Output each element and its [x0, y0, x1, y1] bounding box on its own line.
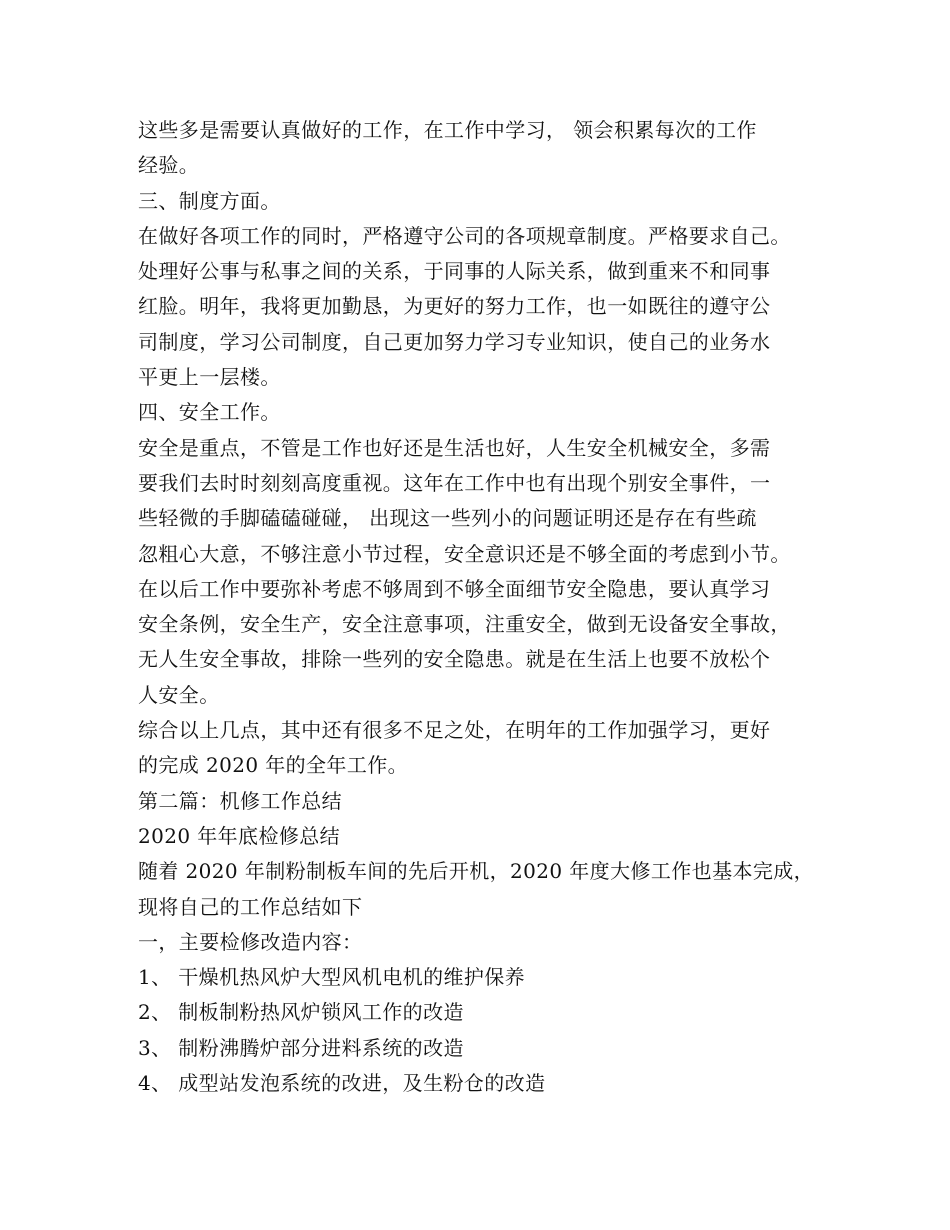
text-line: 在做好各项工作的同时，严格遵守公司的各项规章制度。严格要求自己。	[138, 223, 791, 248]
text-line: 经验。	[138, 153, 200, 178]
text-line: 安全条例，安全生产，安全注意事项，注重安全，做到无设备安全事故，	[138, 612, 791, 637]
list-item: 2、 制板制粉热风炉锁风工作的改造	[138, 1000, 464, 1025]
text-line: 综合以上几点，其中还有很多不足之处，在明年的工作加强学习，更好	[138, 718, 771, 743]
text-line: 处理好公事与私事之间的关系，于同事的人际关系，做到重来不和同事	[138, 259, 771, 284]
text-line: 无人生安全事故，排除一些列的安全隐患。就是在生活上也要不放松个	[138, 647, 771, 672]
text-line: 的完成 2020 年的全年工作。	[138, 753, 409, 778]
section-heading: 三、制度方面。	[138, 188, 281, 213]
text-line: 现将自己的工作总结如下	[138, 894, 363, 919]
text-line: 这些多是需要认真做好的工作，在工作中学习， 领会积累每次的工作	[138, 118, 757, 142]
text-line: 随着 2020 年制粉制板车间的先后开机，2020 年度大修工作也基本完成，	[138, 859, 815, 884]
text-line: 在以后工作中要弥补考虑不够周到不够全面细节安全隐患，要认真学习	[138, 576, 771, 601]
list-item: 4、 成型站发泡系统的改进，及生粉仓的改造	[138, 1071, 546, 1096]
text-line: 司制度，学习公司制度，自己更加努力学习专业知识，使自己的业务水	[138, 329, 771, 354]
text-line: 人安全。	[138, 682, 220, 707]
report-title: 2020 年年底检修总结	[138, 823, 341, 848]
text-line: 红脸。明年，我将更加勤恳，为更好的努力工作，也一如既往的遵守公	[138, 294, 771, 319]
document-body	[138, 113, 828, 1101]
list-item: 1、 干燥机热风炉大型风机电机的维护保养	[138, 965, 526, 990]
section-heading: 一，主要检修改造内容：	[138, 929, 363, 954]
text-line: 安全是重点，不管是工作也好还是生活也好，人生安全机械安全，多需	[138, 435, 771, 460]
text-line: 平更上一层楼。	[138, 365, 281, 390]
chapter-title: 第二篇：机修工作总结	[138, 788, 342, 813]
list-item: 3、 制粉沸腾炉部分进料系统的改造	[138, 1035, 464, 1060]
text-line: 要我们去时时刻刻高度重视。这年在工作中也有出现个别安全事件，一	[138, 470, 771, 495]
section-heading: 四、安全工作。	[138, 400, 281, 425]
text-line: 些轻微的手脚磕磕碰碰， 出现这一些列小的问题证明还是存在有些疏	[138, 506, 757, 531]
text-line: 忽粗心大意，不够注意小节过程，安全意识还是不够全面的考虑到小节。	[138, 541, 791, 566]
